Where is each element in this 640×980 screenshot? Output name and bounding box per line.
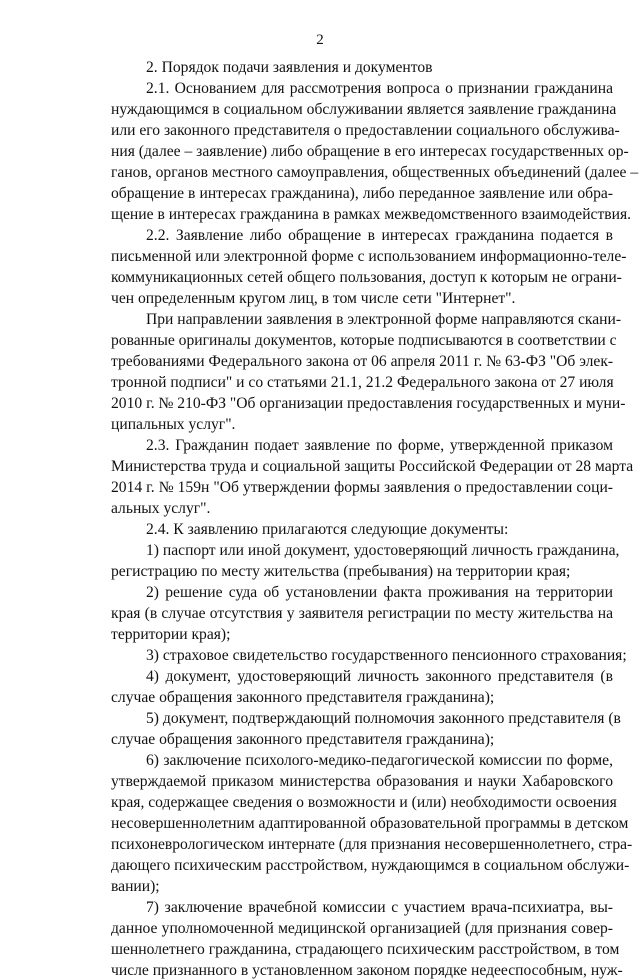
list-item-line: регистрацию по месту жительства (пребывания) на территории края;	[111, 563, 571, 580]
list-item-line: психоневрологическом интернате (для признания несовершеннолетнего, стра-	[111, 836, 633, 853]
text-line: требованиями Федерального закона от 06 апреля 2011 г. № 63-ФЗ "Об элек-	[111, 353, 614, 370]
text-line: обращение в интересах гражданина), либо переданное заявление или обра-	[111, 185, 613, 202]
text-line: 2.1. Основанием для рассмотрения вопроса о признании гражданина	[146, 80, 613, 97]
list-item-line: 4) документ, удостоверяющий личность законного представителя (в	[146, 668, 613, 685]
list-item-line: шеннолетнего гражданина, страдающего психическим расстройством, в том	[111, 941, 620, 958]
list-item-line: случае обращения законного представителя гражданина);	[111, 689, 495, 706]
text-line: нуждающимся в социальном обслуживании является заявление гражданина	[111, 101, 617, 118]
list-item-line: числе признанного в установленном законом порядке недееспособным, нуж-	[111, 962, 623, 979]
list-item-line: 1) паспорт или иной документ, удостоверяющий личность гражданина,	[146, 542, 620, 559]
list-item-line: данное уполномоченной медицинской организацией (для признания совер-	[111, 920, 613, 937]
list-item-line: 6) заключение психолого-медико-педагогической комиссии по форме,	[146, 752, 613, 769]
text-line: ния (далее – заявление) либо обращение в его интересах государственных ор-	[111, 143, 629, 160]
list-item-line: 3) страховое свидетельство государственного пенсионного страхования;	[146, 647, 627, 664]
text-line: или его законного представителя о предоставлении социального обслужива-	[111, 122, 620, 139]
text-line: ципальных услуг".	[111, 416, 236, 433]
list-item-line: несовершеннолетним адаптированной образовательной программы в детском	[111, 815, 629, 832]
list-item-line: утверждаемой приказом министерства образования и науки Хабаровского	[111, 773, 613, 790]
text-line: 2010 г. № 210-ФЗ "Об организации предоставления государственных и муни-	[111, 395, 626, 412]
list-item-line: случае обращения законного представителя гражданина);	[111, 731, 495, 748]
list-item-line: дающего психическим расстройством, нуждающимся в социальном обслужи-	[111, 857, 630, 874]
text-line: 2.2. Заявление либо обращение в интересах гражданина подается в	[146, 227, 613, 244]
text-line: Министерства труда и социальной защиты Российской Федерации от 28 марта	[111, 458, 634, 475]
text-line: письменной или электронной форме с использованием информационно-теле-	[111, 248, 627, 265]
list-item-line: 7) заключение врачебной комиссии с участием врача-психиатра, вы-	[146, 899, 613, 916]
text-line: чен определенным кругом лиц, в том числе сети "Интернет".	[111, 290, 516, 307]
text-line: альных услуг".	[111, 500, 211, 517]
text-line: рованные оригиналы документов, которые подписываются в соответствии с	[111, 332, 617, 349]
page-number: 2	[316, 32, 324, 48]
text-line: тронной подписи" и со статьями 21.1, 21.2 Федерального закона от 27 июля	[111, 374, 614, 391]
list-item-line: края (в случае отсутствия у заявителя регистрации по месту жительства на	[111, 605, 613, 622]
text-line: При направлении заявления в электронной форме направляются скани-	[146, 311, 622, 328]
text-line: 2014 г. № 159н "Об утверждении формы заявления о предоставлении соци-	[111, 479, 613, 496]
list-item-line: вании);	[111, 878, 160, 895]
text-line: щение в интересах гражданина в рамках межведомственного взаимодействия.	[111, 206, 632, 223]
list-item-line: края, содержащее сведения о возможности и (или) необходимости освоения	[111, 794, 617, 811]
list-item-line: 2) решение суда об установлении факта проживания на территории	[146, 584, 613, 601]
text-line: 2.3. Гражданин подает заявление по форме, утвержденной приказом	[146, 437, 613, 454]
text-line: ганов, органов местного самоуправления, общественных объединений (далее –	[111, 164, 639, 181]
list-item-line: 5) документ, подтверждающий полномочия законного представителя (в	[146, 710, 621, 727]
list-item-line: территории края);	[111, 626, 231, 643]
text-line: коммуникационных сетей общего пользования, доступ к которым не ограни-	[111, 269, 622, 286]
text-line: 2.4. К заявлению прилагаются следующие документы:	[146, 521, 509, 538]
section-heading: 2. Порядок подачи заявления и документов	[146, 59, 433, 76]
